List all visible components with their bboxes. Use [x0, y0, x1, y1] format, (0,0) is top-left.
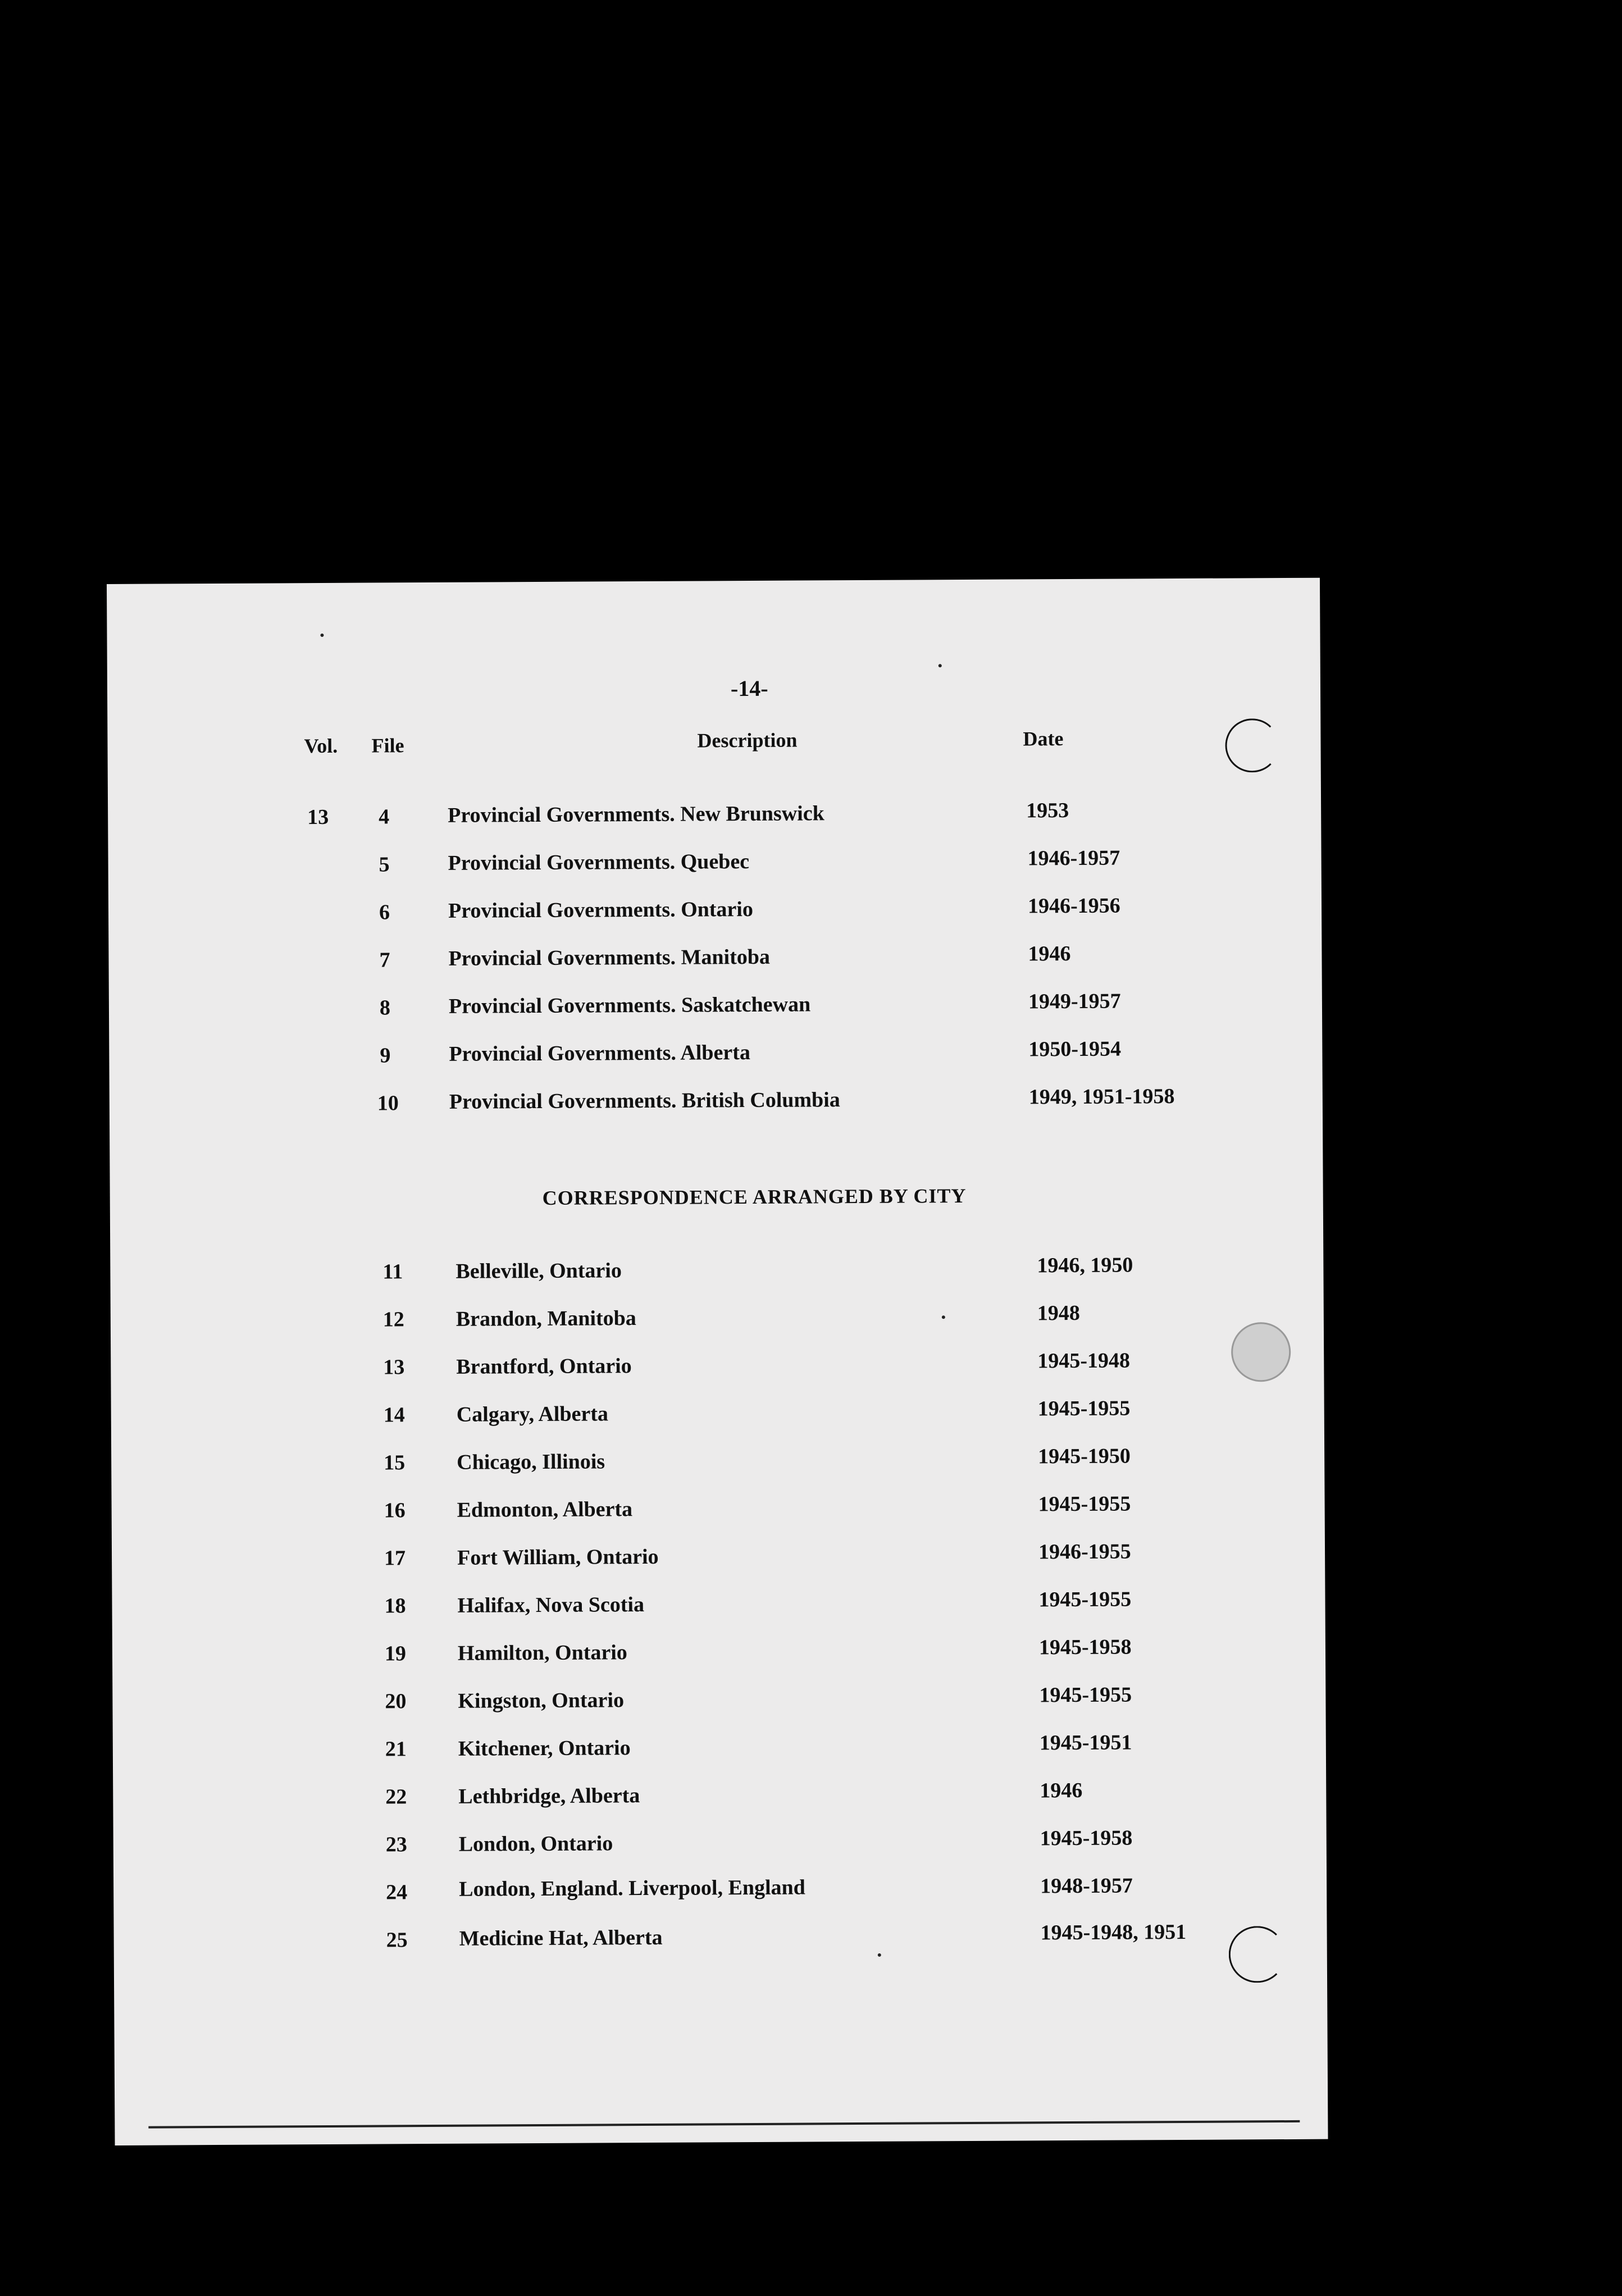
row-file: 19: [384, 1642, 407, 1666]
row-file: 22: [385, 1785, 407, 1809]
binder-hole-top: [1225, 718, 1279, 773]
row-file: 17: [384, 1546, 406, 1570]
row-description: London, Ontario: [458, 1832, 613, 1856]
row-file: 9: [380, 1044, 391, 1068]
row-file: 8: [379, 996, 391, 1020]
row-description: Provincial Governments. Saskatchewan: [448, 992, 811, 1018]
section-title: CORRESPONDENCE ARRANGED BY CITY: [542, 1185, 967, 1209]
row-date: 1945-1955: [1039, 1683, 1132, 1707]
row-file: 11: [382, 1260, 403, 1284]
row-description: Provincial Governments. Ontario: [448, 897, 754, 923]
row-file: 14: [383, 1403, 405, 1427]
row-file: 6: [379, 900, 390, 924]
row-file: 15: [384, 1451, 406, 1475]
row-description: Kingston, Ontario: [458, 1688, 625, 1713]
row-date: 1948-1957: [1040, 1874, 1133, 1898]
row-file: 23: [385, 1833, 407, 1857]
row-date: 1946-1957: [1027, 846, 1120, 871]
page-number: -14-: [730, 675, 768, 701]
page-bottom-rule: [148, 2120, 1300, 2129]
row-file: 25: [386, 1928, 408, 1952]
row-date: 1945-1951: [1039, 1730, 1132, 1755]
row-description: London, England. Liverpool, England: [459, 1875, 805, 1901]
row-date: 1946, 1950: [1037, 1253, 1133, 1278]
header-date: Date: [1023, 727, 1064, 750]
row-date: 1945-1955: [1038, 1492, 1131, 1516]
row-file: 20: [385, 1689, 407, 1714]
row-description: Calgary, Alberta: [456, 1402, 609, 1427]
row-file: 13: [383, 1355, 405, 1379]
row-date: 1949-1957: [1028, 989, 1121, 1014]
row-date: 1949, 1951-1958: [1028, 1085, 1175, 1109]
row-file: 16: [384, 1498, 406, 1523]
ink-speck: [320, 634, 324, 637]
ink-speck: [878, 1953, 881, 1957]
row-date: 1953: [1026, 799, 1069, 823]
row-date: 1950-1954: [1028, 1037, 1122, 1062]
header-vol: Vol.: [304, 734, 338, 758]
row-description: Halifax, Nova Scotia: [457, 1593, 645, 1618]
row-date: 1945-1958: [1040, 1826, 1133, 1851]
row-file: 4: [379, 805, 390, 829]
row-description: Medicine Hat, Alberta: [459, 1925, 663, 1951]
row-file: 7: [379, 948, 390, 972]
row-description: Lethbridge, Alberta: [458, 1784, 640, 1808]
ink-speck: [938, 664, 942, 667]
row-date: 1945-1948: [1037, 1349, 1131, 1373]
row-description: Provincial Governments. Manitoba: [448, 945, 771, 971]
binder-hole-middle: [1231, 1322, 1291, 1382]
row-vol: 13: [307, 805, 329, 830]
row-date: 1946-1956: [1027, 894, 1120, 918]
row-date: 1946: [1040, 1778, 1083, 1803]
row-description: Kitchener, Ontario: [458, 1736, 631, 1761]
header-description: Description: [697, 728, 798, 752]
row-description: Edmonton, Alberta: [457, 1497, 633, 1522]
ink-speck: [942, 1315, 945, 1319]
row-description: Provincial Governments. British Columbia: [449, 1088, 840, 1114]
row-date: 1945-1958: [1038, 1635, 1132, 1660]
document-page: [107, 578, 1328, 2145]
row-description: Provincial Governments. New Brunswick: [448, 801, 824, 827]
row-description: Chicago, Illinois: [457, 1450, 605, 1474]
row-file: 18: [384, 1594, 406, 1618]
row-description: Hamilton, Ontario: [457, 1641, 627, 1665]
row-file: 5: [379, 853, 390, 877]
row-description: Brandon, Manitoba: [455, 1306, 636, 1331]
row-date: 1946: [1028, 942, 1071, 966]
row-file: 24: [386, 1880, 408, 1905]
header-file: File: [371, 734, 404, 757]
row-description: Fort William, Ontario: [457, 1545, 659, 1570]
row-date: 1946-1955: [1038, 1539, 1131, 1564]
row-date: 1945-1950: [1038, 1444, 1131, 1469]
row-date: 1945-1955: [1037, 1396, 1131, 1421]
row-date: 1945-1948, 1951: [1040, 1920, 1187, 1945]
row-file: 12: [382, 1308, 404, 1332]
row-description: Brantford, Ontario: [456, 1354, 632, 1379]
binder-hole-bottom: [1229, 1926, 1286, 1983]
row-description: Belleville, Ontario: [455, 1259, 622, 1283]
row-description: Provincial Governments. Quebec: [448, 850, 750, 875]
row-date: 1948: [1037, 1301, 1080, 1325]
row-date: 1945-1955: [1038, 1587, 1132, 1612]
row-file: 21: [385, 1737, 407, 1761]
row-description: Provincial Governments. Alberta: [449, 1041, 751, 1066]
row-file: 10: [377, 1091, 399, 1115]
